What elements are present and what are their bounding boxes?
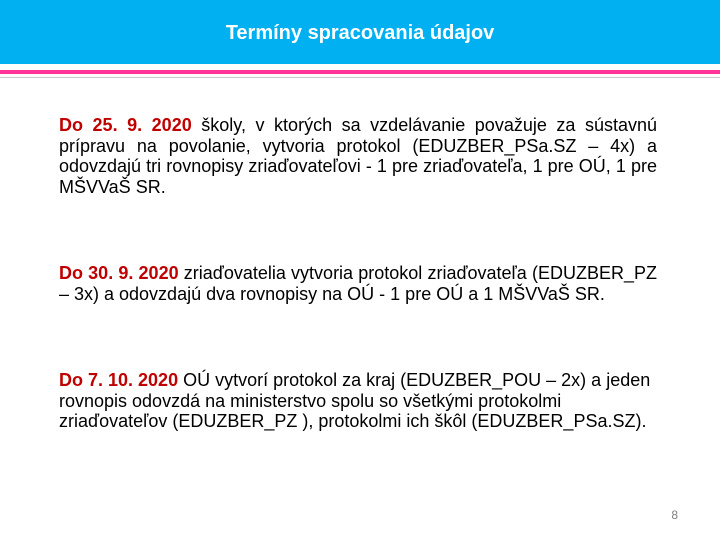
deadline-paragraph-founders — [59, 263, 657, 304]
accent-divider — [0, 70, 720, 74]
thin-divider — [0, 77, 720, 78]
deadline-date: Do 25. 9. 2020 — [59, 115, 192, 135]
slide-title: Termíny spracovania údajov — [225, 22, 495, 44]
deadline-text: školy, v ktorých sa vzdelávanie považuje za sústavnú prípravu na povolanie, vytvoria protokol (EDUZBER_PSa.SZ – 4x) a odovzdajú tri rovnopisy zriaďovateľovi - 1 pre zriaďovateľa, 1 pre OÚ, 1 pre MŠVVaŠ SR. — [59, 115, 658, 197]
deadline-paragraph-schools — [59, 115, 657, 197]
deadline-date: Do 7. 10. 2020 — [59, 370, 179, 390]
deadline-paragraph-regional-office — [59, 370, 657, 432]
page-number: 8 — [671, 508, 678, 522]
deadline-text: zriaďovatelia vytvoria protokol zriaďovateľa (EDUZBER_PZ – 3x) a odovzdajú dva rovnopisy na OÚ - 1 pre OÚ a 1 MŠVVaŠ SR. — [59, 263, 657, 304]
deadline-text: OÚ vytvorí protokol za kraj (EDUZBER_POU – 2x) a jeden rovnopis odovzdá na ministerstvo spolu so všetkými protokolmi zriaďovateľov (EDUZBER_PZ ), protokolmi ich škôl (EDUZBER_PSa.SZ). — [59, 370, 651, 431]
deadline-date: Do 30. 9. 2020 — [59, 263, 179, 283]
